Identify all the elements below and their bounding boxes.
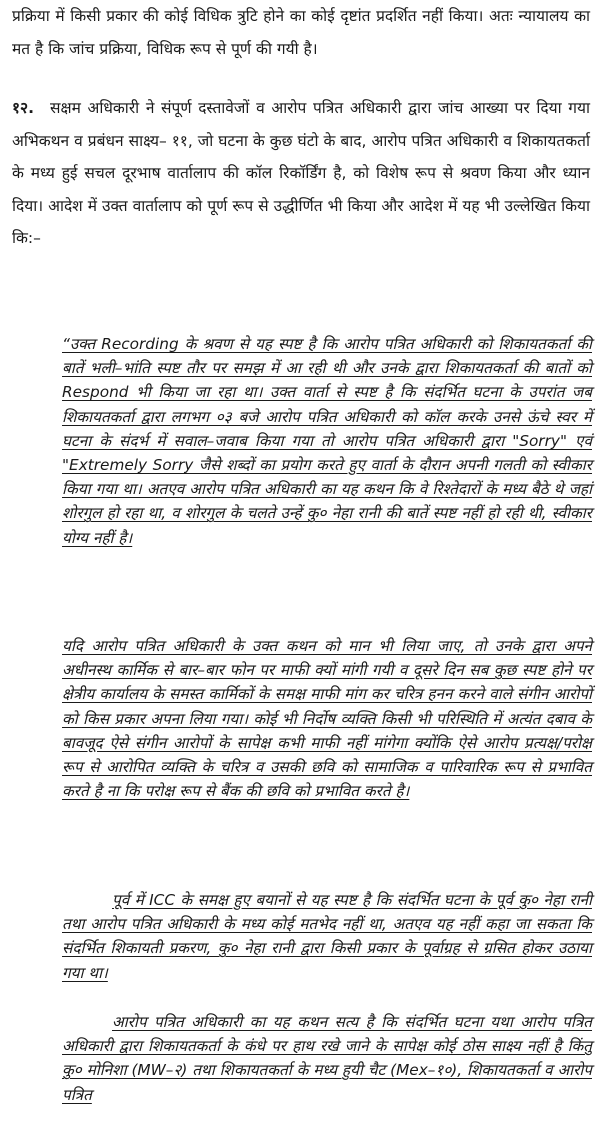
paragraph-12 xyxy=(12,92,590,255)
paragraph-number: १२. xyxy=(12,99,35,117)
quote-apology: यदि आरोप पत्रित अधिकारी के उक्त कथन को मान भी लिया जाए, तो उनके द्वारा अपने अधीनस्थ कार्मिक से बार–बार फोन पर माफी क्यों मांगी गयी व दूसरे दिन सब कुछ स्पष्ट होने पर क्षेत्रीय कार्यालय के समस्त कार्मिकों के समक्ष माफी मांग कर चरित्र हनन करने वाले संगीन आरोपों को किस प्रकार अपना लिया गया। कोई भी निर्दोष व्यक्ति किसी भी परिस्थिति में अत्यंत दबाव के बावजूद ऐसे संगीन आरोपों के सापेक्ष कभी माफी नहीं मांगेगा क्योंकि ऐसे आरोप प्रत्यक्ष/परोक्ष रूप से आरोपित व्यक्ति के चरित्र व उसकी छवि को सामाजिक व पारिवारिक रूप से प्रभावित करते है ना कि परोक्ष रूप से बैंक की छवि को प्रभावित करते है। xyxy=(62,637,592,801)
paragraph-12-text: सक्षम अधिकारी ने संपूर्ण दस्तावेजों व आरोप पत्रित अधिकारी द्वारा जांच आख्या पर दिया गया अभिकथन व प्रबंधन साक्ष्य– ११, जो घटना के कुछ घंटो के बाद, आरोप पत्रित अधिकारी व शिकायतकर्ता के मध्य हुई सचल दूरभाष वार्तालाप की कॉल रिकॉर्डिंग है, को विशेष रूप से श्रवण किया और ध्यान दिया। आदेश में उक्त वार्तालाप को पूर्ण रूप से उद्धीर्णित भी किया और आदेश में यह भी उल्लेखित किया कि:– xyxy=(12,99,590,247)
intro-text: प्रक्रिया में किसी प्रकार की कोई विधिक त्रुटि होने का कोई दृष्टांत प्रदर्शित नहीं किया। अतः न्यायालय का मत है कि जांच प्रक्रिया, विधिक रूप से पूर्ण की गयी है। xyxy=(12,7,590,58)
quote-evidence: आरोप पत्रित अधिकारी का यह कथन सत्य है कि संदर्भित घटना यथा आरोप पत्रित अधिकारी द्वारा शिकायतकर्ता के कंधे पर हाथ रखे जाने के सापेक्ष कोई ठोस साक्ष्य नहीं है किंतु कु० मोनिशा (MW–२) तथा शिकायतकर्ता के मध्य हुयी चैट (Mex–१०), शिकायतकर्ता व आरोप पत्रित xyxy=(62,1013,592,1104)
quote-icc-statement: पूर्व में ICC के समक्ष हुए बयानों से यह स्पष्ट है कि संदर्भित घटना के पूर्व कु० नेहा रानी तथा आरोप पत्रित अधिकारी के मध्य कोई मतभेद नहीं था, अतएव यह नहीं कहा जा सकता कि संदर्भित शिकायती प्रकरण, कु० नेहा रानी द्वारा किसी प्रकार के पूर्वाग्रह से ग्रसित होकर उठाया गया था। xyxy=(62,891,592,982)
intro-paragraph xyxy=(12,0,590,65)
quote-recording: “उक्त Recording के श्रवण से यह स्पष्ट है कि आरोप पत्रित अधिकारी को शिकायतकर्ता की बातें भली–भांति स्पष्ट तौर पर समझ में आ रही थी और उनके द्वारा शिकायतकर्ता की बातों को Respond भी किया जा रहा था। उक्त वार्ता से स्पष्ट है कि संदर्भित घटना के उपरांत जब शिकायतकर्ता द्वारा लगभग ०३ बजे आरोप पत्रित अधिकारी को कॉल करके उनसे ऊंचे स्वर में घटना के संदर्भ में सवाल–जवाब किया गया तो आरोप पत्रित अधिकारी द्वारा "Sorry" एवं "Extremely Sorry जैसे शब्दों का प्रयोग करते हुए वार्ता के दौरान अपनी गलती को स्वीकार किया गया था। अतएव आरोप पत्रित अधिकारी का यह कथन कि वे रिश्तेदारों के मध्य बैठे थे जहां शोरगुल हो रहा था, व शोरगुल के चलते उन्हें कु० नेहा रानी की बातें स्पष्ट नहीं हो रही थी, स्वीकार योग्य नहीं है। xyxy=(62,335,592,547)
